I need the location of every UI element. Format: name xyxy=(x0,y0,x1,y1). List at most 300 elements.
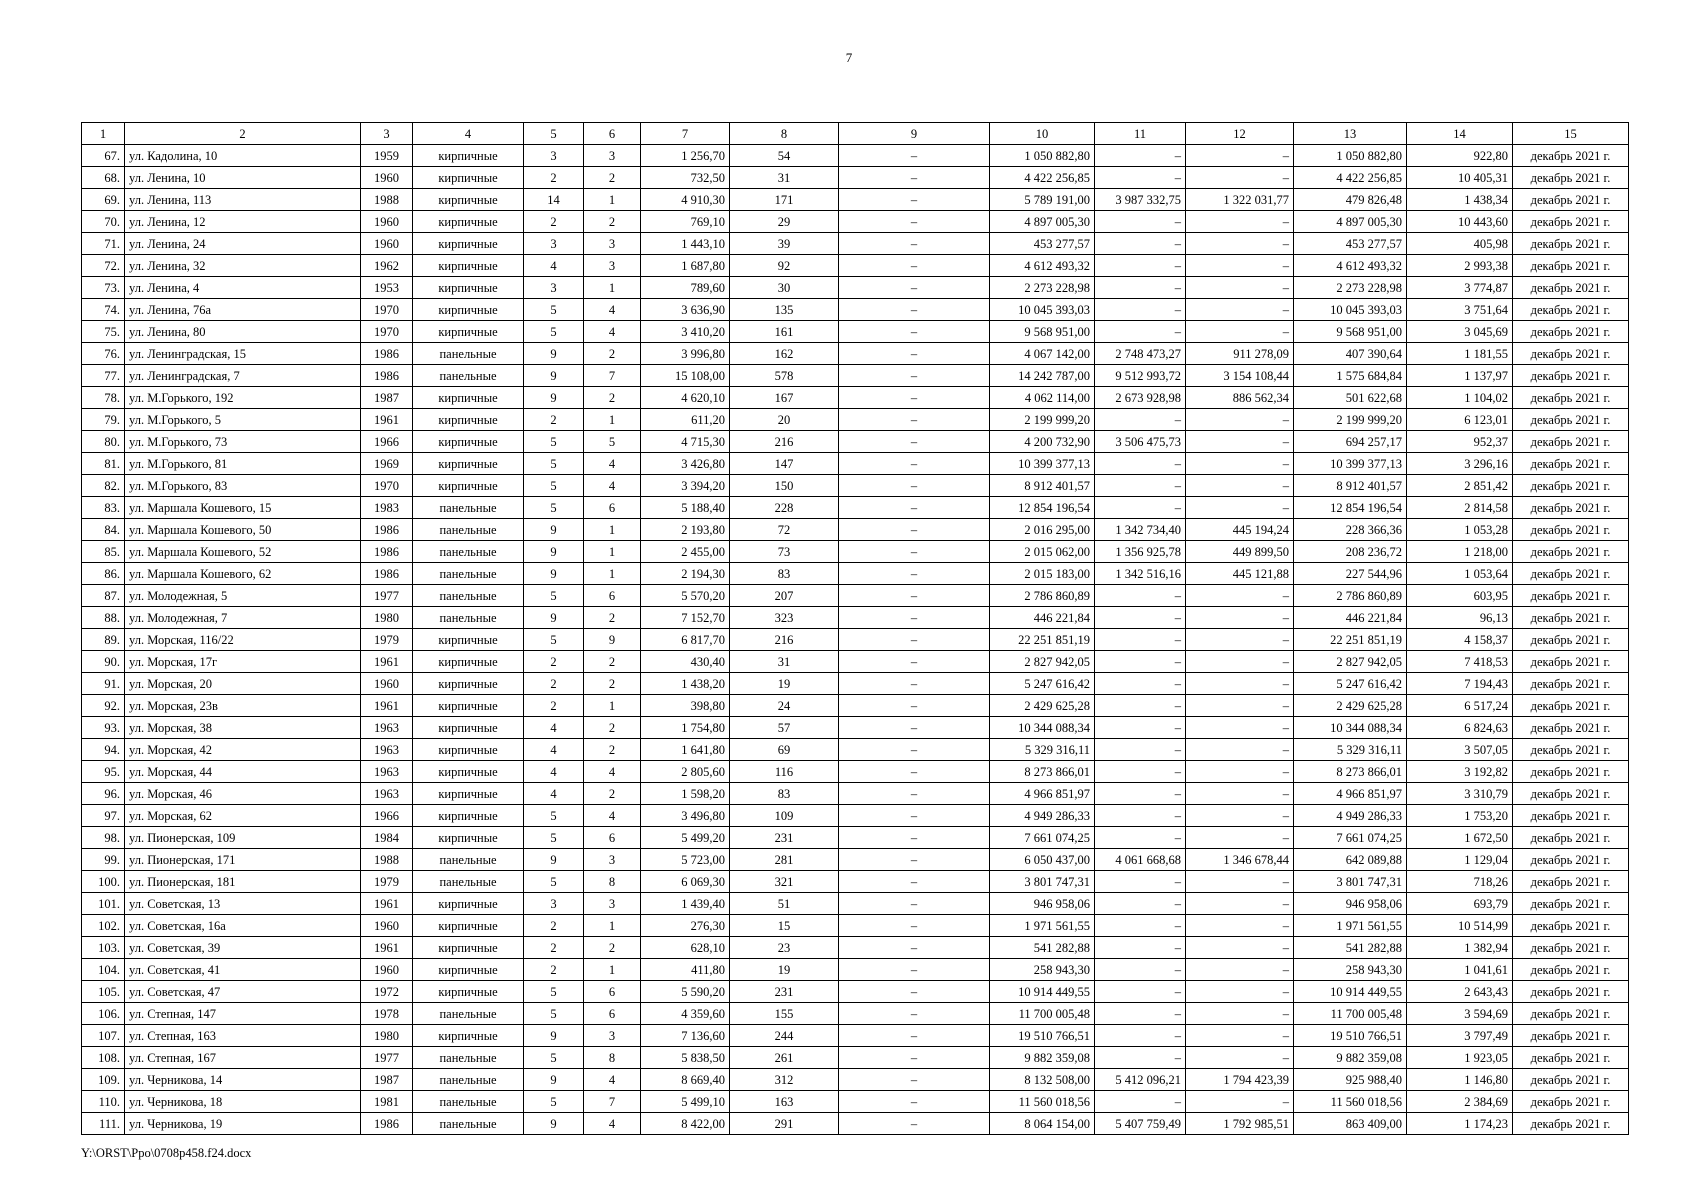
fund-cost-cell: – xyxy=(1095,211,1186,233)
area-cell: 3 394,20 xyxy=(641,475,730,497)
budget-cost-cell: – xyxy=(1186,277,1294,299)
fund-cost-cell: – xyxy=(1095,299,1186,321)
row-number-cell: 103. xyxy=(82,937,125,959)
wall-material-cell: кирпичные xyxy=(413,673,524,695)
fund-cost-cell: 5 407 759,49 xyxy=(1095,1113,1186,1135)
row-number-cell: 108. xyxy=(82,1047,125,1069)
residents-cell: 24 xyxy=(730,695,839,717)
year-cell: 1986 xyxy=(361,563,413,585)
column-header: 1 xyxy=(82,123,125,145)
year-cell: 1984 xyxy=(361,827,413,849)
fund-cost-cell: – xyxy=(1095,827,1186,849)
entrances-cell: 2 xyxy=(584,607,641,629)
col9-cell: – xyxy=(839,959,990,981)
wall-material-cell: кирпичные xyxy=(413,387,524,409)
residents-cell: 150 xyxy=(730,475,839,497)
unit-cost-cell: 2 384,69 xyxy=(1407,1091,1513,1113)
entrances-cell: 3 xyxy=(584,1025,641,1047)
floors-cell: 3 xyxy=(524,277,584,299)
address-cell: ул. Советская, 16а xyxy=(125,915,361,937)
residents-cell: 163 xyxy=(730,1091,839,1113)
floors-cell: 5 xyxy=(524,321,584,343)
owners-cost-cell: 10 344 088,34 xyxy=(1294,717,1407,739)
area-cell: 2 194,30 xyxy=(641,563,730,585)
area-cell: 6 817,70 xyxy=(641,629,730,651)
entrances-cell: 1 xyxy=(584,695,641,717)
deadline-cell: декабрь 2021 г. xyxy=(1513,871,1629,893)
entrances-cell: 2 xyxy=(584,717,641,739)
col9-cell: – xyxy=(839,607,990,629)
entrances-cell: 4 xyxy=(584,1113,641,1135)
row-number-cell: 106. xyxy=(82,1003,125,1025)
unit-cost-cell: 952,37 xyxy=(1407,431,1513,453)
table-row xyxy=(82,145,1629,167)
year-cell: 1953 xyxy=(361,277,413,299)
unit-cost-cell: 3 507,05 xyxy=(1407,739,1513,761)
entrances-cell: 6 xyxy=(584,1003,641,1025)
deadline-cell: декабрь 2021 г. xyxy=(1513,387,1629,409)
area-cell: 1 438,20 xyxy=(641,673,730,695)
table-row xyxy=(82,299,1629,321)
deadline-cell: декабрь 2021 г. xyxy=(1513,761,1629,783)
owners-cost-cell: 1 050 882,80 xyxy=(1294,145,1407,167)
floors-cell: 9 xyxy=(524,365,584,387)
row-number-cell: 80. xyxy=(82,431,125,453)
floors-cell: 5 xyxy=(524,1091,584,1113)
year-cell: 1987 xyxy=(361,1069,413,1091)
table-row xyxy=(82,1003,1629,1025)
total-cost-cell: 9 568 951,00 xyxy=(990,321,1095,343)
table-row xyxy=(82,1113,1629,1135)
entrances-cell: 4 xyxy=(584,1069,641,1091)
deadline-cell: декабрь 2021 г. xyxy=(1513,475,1629,497)
table-row xyxy=(82,563,1629,585)
unit-cost-cell: 1 104,02 xyxy=(1407,387,1513,409)
row-number-cell: 75. xyxy=(82,321,125,343)
table-row xyxy=(82,629,1629,651)
table-row xyxy=(82,409,1629,431)
residents-cell: 162 xyxy=(730,343,839,365)
row-number-cell: 71. xyxy=(82,233,125,255)
total-cost-cell: 1 971 561,55 xyxy=(990,915,1095,937)
entrances-cell: 6 xyxy=(584,981,641,1003)
column-header: 14 xyxy=(1407,123,1513,145)
fund-cost-cell: – xyxy=(1095,233,1186,255)
residents-cell: 135 xyxy=(730,299,839,321)
year-cell: 1963 xyxy=(361,783,413,805)
fund-cost-cell: – xyxy=(1095,915,1186,937)
deadline-cell: декабрь 2021 г. xyxy=(1513,277,1629,299)
fund-cost-cell: – xyxy=(1095,673,1186,695)
address-cell: ул. Морская, 62 xyxy=(125,805,361,827)
residents-cell: 19 xyxy=(730,959,839,981)
row-number-cell: 92. xyxy=(82,695,125,717)
header-row xyxy=(82,123,1629,145)
budget-cost-cell: – xyxy=(1186,717,1294,739)
unit-cost-cell: 1 382,94 xyxy=(1407,937,1513,959)
total-cost-cell: 4 422 256,85 xyxy=(990,167,1095,189)
entrances-cell: 6 xyxy=(584,585,641,607)
unit-cost-cell: 1 438,34 xyxy=(1407,189,1513,211)
budget-cost-cell: – xyxy=(1186,871,1294,893)
entrances-cell: 2 xyxy=(584,673,641,695)
fund-cost-cell: – xyxy=(1095,453,1186,475)
wall-material-cell: кирпичные xyxy=(413,959,524,981)
year-cell: 1969 xyxy=(361,453,413,475)
address-cell: ул. Морская, 42 xyxy=(125,739,361,761)
total-cost-cell: 10 045 393,03 xyxy=(990,299,1095,321)
floors-cell: 14 xyxy=(524,189,584,211)
table-row xyxy=(82,673,1629,695)
residents-cell: 72 xyxy=(730,519,839,541)
total-cost-cell: 446 221,84 xyxy=(990,607,1095,629)
area-cell: 3 496,80 xyxy=(641,805,730,827)
entrances-cell: 2 xyxy=(584,211,641,233)
deadline-cell: декабрь 2021 г. xyxy=(1513,189,1629,211)
year-cell: 1960 xyxy=(361,167,413,189)
unit-cost-cell: 10 405,31 xyxy=(1407,167,1513,189)
address-cell: ул. Черникова, 18 xyxy=(125,1091,361,1113)
residents-cell: 312 xyxy=(730,1069,839,1091)
total-cost-cell: 4 200 732,90 xyxy=(990,431,1095,453)
residents-cell: 73 xyxy=(730,541,839,563)
unit-cost-cell: 3 045,69 xyxy=(1407,321,1513,343)
wall-material-cell: панельные xyxy=(413,1047,524,1069)
fund-cost-cell: – xyxy=(1095,1003,1186,1025)
floors-cell: 5 xyxy=(524,827,584,849)
year-cell: 1960 xyxy=(361,915,413,937)
wall-material-cell: кирпичные xyxy=(413,475,524,497)
col9-cell: – xyxy=(839,321,990,343)
deadline-cell: декабрь 2021 г. xyxy=(1513,915,1629,937)
entrances-cell: 2 xyxy=(584,937,641,959)
year-cell: 1959 xyxy=(361,145,413,167)
col9-cell: – xyxy=(839,849,990,871)
owners-cost-cell: 258 943,30 xyxy=(1294,959,1407,981)
floors-cell: 4 xyxy=(524,717,584,739)
entrances-cell: 4 xyxy=(584,805,641,827)
address-cell: ул. Морская, 20 xyxy=(125,673,361,695)
area-cell: 15 108,00 xyxy=(641,365,730,387)
area-cell: 5 590,20 xyxy=(641,981,730,1003)
floors-cell: 9 xyxy=(524,1025,584,1047)
address-cell: ул. Пионерская, 109 xyxy=(125,827,361,849)
budget-cost-cell: – xyxy=(1186,761,1294,783)
entrances-cell: 1 xyxy=(584,189,641,211)
residents-cell: 54 xyxy=(730,145,839,167)
address-cell: ул. Морская, 116/22 xyxy=(125,629,361,651)
year-cell: 1962 xyxy=(361,255,413,277)
year-cell: 1961 xyxy=(361,651,413,673)
table-row xyxy=(82,497,1629,519)
area-cell: 3 636,90 xyxy=(641,299,730,321)
address-cell: ул. Степная, 167 xyxy=(125,1047,361,1069)
table-row xyxy=(82,739,1629,761)
address-cell: ул. Ленина, 113 xyxy=(125,189,361,211)
unit-cost-cell: 3 594,69 xyxy=(1407,1003,1513,1025)
address-cell: ул. Степная, 147 xyxy=(125,1003,361,1025)
budget-cost-cell: 3 154 108,44 xyxy=(1186,365,1294,387)
area-cell: 430,40 xyxy=(641,651,730,673)
fund-cost-cell: – xyxy=(1095,255,1186,277)
entrances-cell: 3 xyxy=(584,893,641,915)
year-cell: 1970 xyxy=(361,321,413,343)
unit-cost-cell: 3 751,64 xyxy=(1407,299,1513,321)
col9-cell: – xyxy=(839,805,990,827)
entrances-cell: 8 xyxy=(584,871,641,893)
wall-material-cell: панельные xyxy=(413,497,524,519)
col9-cell: – xyxy=(839,827,990,849)
owners-cost-cell: 925 988,40 xyxy=(1294,1069,1407,1091)
address-cell: ул. Пионерская, 181 xyxy=(125,871,361,893)
unit-cost-cell: 1 174,23 xyxy=(1407,1113,1513,1135)
year-cell: 1978 xyxy=(361,1003,413,1025)
residents-cell: 20 xyxy=(730,409,839,431)
area-cell: 3 996,80 xyxy=(641,343,730,365)
col9-cell: – xyxy=(839,541,990,563)
col9-cell: – xyxy=(839,893,990,915)
floors-cell: 9 xyxy=(524,563,584,585)
col9-cell: – xyxy=(839,145,990,167)
row-number-cell: 72. xyxy=(82,255,125,277)
unit-cost-cell: 2 814,58 xyxy=(1407,497,1513,519)
unit-cost-cell: 7 418,53 xyxy=(1407,651,1513,673)
entrances-cell: 4 xyxy=(584,475,641,497)
col9-cell: – xyxy=(839,937,990,959)
total-cost-cell: 2 015 062,00 xyxy=(990,541,1095,563)
col9-cell: – xyxy=(839,211,990,233)
entrances-cell: 1 xyxy=(584,915,641,937)
area-cell: 611,20 xyxy=(641,409,730,431)
total-cost-cell: 5 789 191,00 xyxy=(990,189,1095,211)
owners-cost-cell: 228 366,36 xyxy=(1294,519,1407,541)
budget-cost-cell: 449 899,50 xyxy=(1186,541,1294,563)
residents-cell: 207 xyxy=(730,585,839,607)
address-cell: ул. Маршала Кошевого, 52 xyxy=(125,541,361,563)
column-header: 5 xyxy=(524,123,584,145)
table-row xyxy=(82,1047,1629,1069)
fund-cost-cell: – xyxy=(1095,695,1186,717)
total-cost-cell: 19 510 766,51 xyxy=(990,1025,1095,1047)
col9-cell: – xyxy=(839,409,990,431)
floors-cell: 5 xyxy=(524,431,584,453)
residents-cell: 39 xyxy=(730,233,839,255)
year-cell: 1988 xyxy=(361,189,413,211)
wall-material-cell: кирпичные xyxy=(413,145,524,167)
row-number-cell: 96. xyxy=(82,783,125,805)
unit-cost-cell: 1 041,61 xyxy=(1407,959,1513,981)
wall-material-cell: кирпичные xyxy=(413,629,524,651)
area-cell: 6 069,30 xyxy=(641,871,730,893)
owners-cost-cell: 479 826,48 xyxy=(1294,189,1407,211)
wall-material-cell: кирпичные xyxy=(413,937,524,959)
area-cell: 8 669,40 xyxy=(641,1069,730,1091)
deadline-cell: декабрь 2021 г. xyxy=(1513,651,1629,673)
owners-cost-cell: 2 827 942,05 xyxy=(1294,651,1407,673)
entrances-cell: 4 xyxy=(584,453,641,475)
address-cell: ул. Пионерская, 171 xyxy=(125,849,361,871)
fund-cost-cell: – xyxy=(1095,145,1186,167)
wall-material-cell: кирпичные xyxy=(413,717,524,739)
year-cell: 1961 xyxy=(361,695,413,717)
total-cost-cell: 2 273 228,98 xyxy=(990,277,1095,299)
footer-file-path: Y:\ORST\Ppo\0708p458.f24.docx xyxy=(81,1146,252,1160)
column-header: 4 xyxy=(413,123,524,145)
address-cell: ул. Молодежная, 7 xyxy=(125,607,361,629)
row-number-cell: 107. xyxy=(82,1025,125,1047)
fund-cost-cell: 1 356 925,78 xyxy=(1095,541,1186,563)
col9-cell: – xyxy=(839,1113,990,1135)
row-number-cell: 74. xyxy=(82,299,125,321)
entrances-cell: 2 xyxy=(584,387,641,409)
fund-cost-cell: – xyxy=(1095,321,1186,343)
deadline-cell: декабрь 2021 г. xyxy=(1513,893,1629,915)
total-cost-cell: 1 050 882,80 xyxy=(990,145,1095,167)
year-cell: 1966 xyxy=(361,431,413,453)
entrances-cell: 6 xyxy=(584,497,641,519)
area-cell: 1 754,80 xyxy=(641,717,730,739)
owners-cost-cell: 453 277,57 xyxy=(1294,233,1407,255)
total-cost-cell: 5 329 316,11 xyxy=(990,739,1095,761)
year-cell: 1960 xyxy=(361,233,413,255)
total-cost-cell: 4 966 851,97 xyxy=(990,783,1095,805)
unit-cost-cell: 1 053,28 xyxy=(1407,519,1513,541)
row-number-cell: 73. xyxy=(82,277,125,299)
unit-cost-cell: 3 296,16 xyxy=(1407,453,1513,475)
deadline-cell: декабрь 2021 г. xyxy=(1513,211,1629,233)
row-number-cell: 77. xyxy=(82,365,125,387)
owners-cost-cell: 2 273 228,98 xyxy=(1294,277,1407,299)
unit-cost-cell: 4 158,37 xyxy=(1407,629,1513,651)
area-cell: 8 422,00 xyxy=(641,1113,730,1135)
total-cost-cell: 2 015 183,00 xyxy=(990,563,1095,585)
wall-material-cell: панельные xyxy=(413,1069,524,1091)
row-number-cell: 93. xyxy=(82,717,125,739)
total-cost-cell: 10 399 377,13 xyxy=(990,453,1095,475)
unit-cost-cell: 2 993,38 xyxy=(1407,255,1513,277)
fund-cost-cell: 3 987 332,75 xyxy=(1095,189,1186,211)
area-cell: 4 620,10 xyxy=(641,387,730,409)
year-cell: 1963 xyxy=(361,717,413,739)
fund-cost-cell: – xyxy=(1095,1025,1186,1047)
budget-cost-cell: – xyxy=(1186,629,1294,651)
address-cell: ул. Ленина, 24 xyxy=(125,233,361,255)
residents-cell: 116 xyxy=(730,761,839,783)
year-cell: 1988 xyxy=(361,849,413,871)
row-number-cell: 82. xyxy=(82,475,125,497)
residents-cell: 51 xyxy=(730,893,839,915)
budget-cost-cell: – xyxy=(1186,651,1294,673)
floors-cell: 5 xyxy=(524,871,584,893)
fund-cost-cell: – xyxy=(1095,585,1186,607)
row-number-cell: 100. xyxy=(82,871,125,893)
floors-cell: 5 xyxy=(524,981,584,1003)
deadline-cell: декабрь 2021 г. xyxy=(1513,1047,1629,1069)
deadline-cell: декабрь 2021 г. xyxy=(1513,453,1629,475)
deadline-cell: декабрь 2021 г. xyxy=(1513,321,1629,343)
area-cell: 2 455,00 xyxy=(641,541,730,563)
owners-cost-cell: 446 221,84 xyxy=(1294,607,1407,629)
residents-cell: 171 xyxy=(730,189,839,211)
residents-cell: 167 xyxy=(730,387,839,409)
column-header: 13 xyxy=(1294,123,1407,145)
residents-cell: 321 xyxy=(730,871,839,893)
row-number-cell: 83. xyxy=(82,497,125,519)
address-cell: ул. Ленинградская, 15 xyxy=(125,343,361,365)
fund-cost-cell: – xyxy=(1095,871,1186,893)
table-row xyxy=(82,937,1629,959)
budget-cost-cell: 1 322 031,77 xyxy=(1186,189,1294,211)
unit-cost-cell: 1 053,64 xyxy=(1407,563,1513,585)
total-cost-cell: 11 700 005,48 xyxy=(990,1003,1095,1025)
entrances-cell: 4 xyxy=(584,761,641,783)
wall-material-cell: кирпичные xyxy=(413,739,524,761)
address-cell: ул. Черникова, 14 xyxy=(125,1069,361,1091)
deadline-cell: декабрь 2021 г. xyxy=(1513,717,1629,739)
wall-material-cell: панельные xyxy=(413,343,524,365)
entrances-cell: 2 xyxy=(584,343,641,365)
deadline-cell: декабрь 2021 г. xyxy=(1513,365,1629,387)
floors-cell: 5 xyxy=(524,805,584,827)
fund-cost-cell: – xyxy=(1095,981,1186,1003)
area-cell: 3 410,20 xyxy=(641,321,730,343)
address-cell: ул. Советская, 47 xyxy=(125,981,361,1003)
column-header: 7 xyxy=(641,123,730,145)
unit-cost-cell: 2 851,42 xyxy=(1407,475,1513,497)
col9-cell: – xyxy=(839,497,990,519)
owners-cost-cell: 642 089,88 xyxy=(1294,849,1407,871)
wall-material-cell: кирпичные xyxy=(413,915,524,937)
deadline-cell: декабрь 2021 г. xyxy=(1513,1003,1629,1025)
fund-cost-cell: 1 342 516,16 xyxy=(1095,563,1186,585)
total-cost-cell: 8 132 508,00 xyxy=(990,1069,1095,1091)
residents-cell: 69 xyxy=(730,739,839,761)
area-cell: 7 152,70 xyxy=(641,607,730,629)
row-number-cell: 79. xyxy=(82,409,125,431)
floors-cell: 9 xyxy=(524,519,584,541)
budget-cost-cell: – xyxy=(1186,585,1294,607)
owners-cost-cell: 4 612 493,32 xyxy=(1294,255,1407,277)
budget-cost-cell: – xyxy=(1186,453,1294,475)
col9-cell: – xyxy=(839,1047,990,1069)
row-number-cell: 81. xyxy=(82,453,125,475)
budget-cost-cell: – xyxy=(1186,299,1294,321)
unit-cost-cell: 922,80 xyxy=(1407,145,1513,167)
area-cell: 3 426,80 xyxy=(641,453,730,475)
col9-cell: – xyxy=(839,585,990,607)
table-row xyxy=(82,365,1629,387)
year-cell: 1970 xyxy=(361,299,413,321)
table-row xyxy=(82,387,1629,409)
total-cost-cell: 258 943,30 xyxy=(990,959,1095,981)
owners-cost-cell: 10 399 377,13 xyxy=(1294,453,1407,475)
table-body xyxy=(82,145,1629,1135)
entrances-cell: 2 xyxy=(584,783,641,805)
wall-material-cell: панельные xyxy=(413,1003,524,1025)
wall-material-cell: кирпичные xyxy=(413,431,524,453)
unit-cost-cell: 1 923,05 xyxy=(1407,1047,1513,1069)
owners-cost-cell: 208 236,72 xyxy=(1294,541,1407,563)
table-row xyxy=(82,475,1629,497)
entrances-cell: 3 xyxy=(584,233,641,255)
area-cell: 276,30 xyxy=(641,915,730,937)
unit-cost-cell: 1 753,20 xyxy=(1407,805,1513,827)
wall-material-cell: кирпичные xyxy=(413,233,524,255)
residents-cell: 578 xyxy=(730,365,839,387)
deadline-cell: декабрь 2021 г. xyxy=(1513,167,1629,189)
total-cost-cell: 9 882 359,08 xyxy=(990,1047,1095,1069)
row-number-cell: 91. xyxy=(82,673,125,695)
